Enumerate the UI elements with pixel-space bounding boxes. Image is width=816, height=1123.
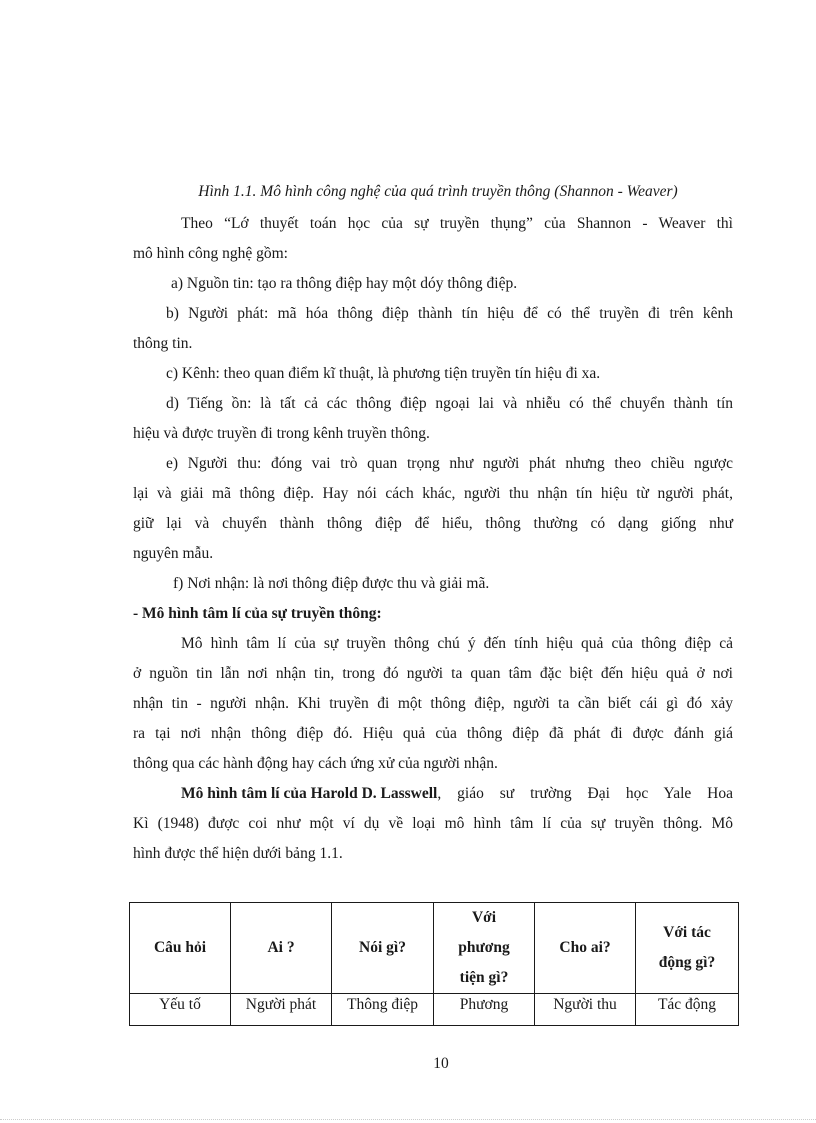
list-item-d-cont: hiệu và được truyền đi trong kênh truyền thông. [133,425,430,442]
lasswell-table [129,902,739,1026]
section-heading: - Mô hình tâm lí của sự truyền thông: [133,605,382,622]
list-item-e-cont: nguyên mẫu. [133,545,214,562]
table-header-cell: Ai ? [231,903,332,994]
paragraph-line: hình được thể hiện dưới bảng 1.1. [133,845,343,862]
table-header-cell: Với tác động gì? [636,903,739,994]
paragraph-line: ra tại nơi nhận thông điệp đó. Hiệu quả của thông điệp đã phát đi được đánh giá [133,725,733,742]
list-item-e-cont: lại và giải mã thông điệp. Hay nói cách khác, người thu nhận tín hiệu từ người phát, [133,485,733,502]
table-cell: Phương [434,994,535,1026]
list-item-e-cont: giữ lại và chuyển thành thông điệp để hiểu, thông thường có dạng giống như [133,515,733,532]
list-item-c: c) Kênh: theo quan điểm kĩ thuật, là phương tiện truyền tín hiệu đi xa. [166,365,601,382]
list-item-d: d) Tiếng ồn: là tất cả các thông điệp ngoại lai và nhiễu có thể chuyển thành tín [166,395,733,412]
list-item-f: f) Nơi nhận: là nơi thông điệp được thu và giải mã. [173,575,490,592]
table-header-row [130,903,739,994]
table-header-cell: Nói gì? [332,903,434,994]
list-item-e: e) Người thu: đóng vai trò quan trọng như người phát nhưng theo chiều ngược [166,455,733,472]
table-cell: Tác động [636,994,739,1026]
table-row [130,994,739,1026]
list-item-b-cont: thông tin. [133,335,193,352]
page-bottom-divider [0,1119,816,1120]
table-cell: Người phát [231,994,332,1026]
page-number: 10 [433,1055,449,1072]
table-header-cell: Câu hỏi [130,903,231,994]
lasswell-name: Mô hình tâm lí của Harold D. Lasswell [181,785,438,802]
paragraph-line [181,784,733,804]
paragraph-line: thông qua các hành động hay cách ứng xử của người nhận. [133,755,498,772]
table-header-cell: Cho ai? [535,903,636,994]
paragraph-line: ở nguồn tin lẫn nơi nhận tin, trong đó người ta quan tâm đặc biệt đến hiệu quả ở nơi [133,665,733,682]
table-cell: Người thu [535,994,636,1026]
paragraph-text: , giáo sư trường Đại học Yale Hoa [437,785,733,802]
list-item-a: a) Nguồn tin: tạo ra thông điệp hay một dóy thông điệp. [171,275,518,292]
table-header-cell: Với phương tiện gì? [434,903,535,994]
table-cell: Thông điệp [332,994,434,1026]
paragraph-line: Theo “Lớ thuyết toán học của sự truyền thụng” của Shannon - Weaver thì [181,215,733,232]
table-cell: Yếu tố [130,994,231,1026]
paragraph-line: Mô hình tâm lí của sự truyền thông chú ý đến tính hiệu quả của thông điệp cả [181,635,733,652]
figure-caption: Hình 1.1. Mô hình công nghệ của quá trình truyền thông (Shannon - Weaver) [198,183,678,200]
paragraph-line: nhận tin - người nhận. Khi truyền đi một thông điệp, người ta cần biết cái gì đó xảy [133,695,733,712]
paragraph-line: Kì (1948) được coi như một ví dụ về loại mô hình tâm lí của sự truyền thông. Mô [133,815,733,832]
list-item-b: b) Người phát: mã hóa thông điệp thành tín hiệu để có thể truyền đi trên kênh [166,305,733,322]
paragraph-line: mô hình công nghệ gồm: [133,245,288,262]
